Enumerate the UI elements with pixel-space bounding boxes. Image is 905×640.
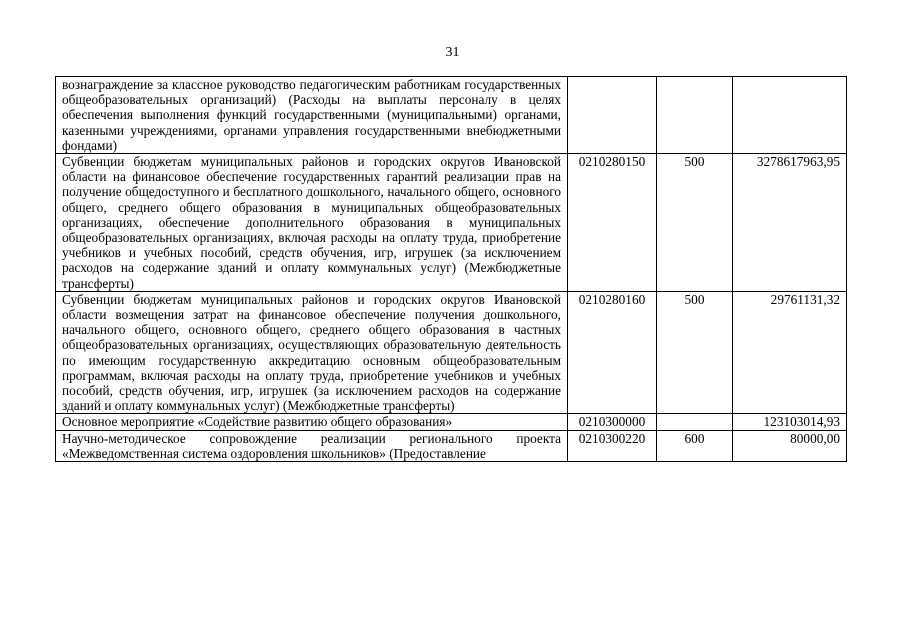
row-target-code: 0210280150 — [568, 154, 657, 292]
row-target-code — [568, 77, 657, 154]
row-description: Субвенции бюджетам муниципальных районов и городских округов Ивановской области возмещения затрат на финансовое обеспечение получения дошкольного, начального общего, основного общего, среднего общего образования в частных общеобразовательных организациях, осуществляющих образовательную деятельность по имеющим государственную аккредитацию основным общеобразовательным программам, включая расходы на оплату труда, приобретение учебников и учебных пособий, средств обучения, игр, игрушек (за исключением расходов на содержание зданий и оплату коммунальных услуг) (Межбюджетные трансферты) — [56, 291, 568, 414]
row-description: Основное мероприятие «Содействие развитию общего образования» — [56, 414, 568, 430]
row-expense-type — [657, 414, 733, 430]
row-amount: 80000,00 — [733, 430, 847, 461]
row-amount: 3278617963,95 — [733, 154, 847, 292]
row-expense-type: 500 — [657, 291, 733, 414]
budget-table — [55, 76, 847, 462]
row-description: Научно-методическое сопровождение реализации регионального проекта «Межведомственная система оздоровления школьников» (Предоставление — [56, 430, 568, 461]
row-target-code: 0210300220 — [568, 430, 657, 461]
table-row — [56, 154, 847, 292]
row-expense-type — [657, 77, 733, 154]
table-row — [56, 291, 847, 414]
row-amount — [733, 77, 847, 154]
row-target-code: 0210280160 — [568, 291, 657, 414]
row-amount: 29761131,32 — [733, 291, 847, 414]
row-description: вознаграждение за классное руководство педагогическим работникам государственных общеобразовательных организаций) (Расходы на выплаты персоналу в целях обеспечения выполнения функций государственными (муниципальными) органами, казенными учреждениями, органами управления государственными внебюджетными фондами) — [56, 77, 568, 154]
row-target-code: 0210300000 — [568, 414, 657, 430]
table-row — [56, 414, 847, 430]
row-expense-type: 500 — [657, 154, 733, 292]
row-expense-type: 600 — [657, 430, 733, 461]
row-amount: 123103014,93 — [733, 414, 847, 430]
table-row — [56, 77, 847, 154]
table-row — [56, 430, 847, 461]
page-number: 31 — [445, 45, 460, 60]
row-description: Субвенции бюджетам муниципальных районов и городских округов Ивановской области на финансовое обеспечение государственных гарантий реализации прав на получение общедоступного и бесплатного дошкольного, начального общего, основного общего, среднего общего образования в муниципальных общеобразовательных организациях, обеспечение дополнительного образования в муниципальных общеобразовательных организациях, включая расходы на оплату труда, приобретение учебников и учебных пособий, средств обучения, игр, игрушек (за исключением расходов на содержание зданий и оплату коммунальных услуг) (Межбюджетные трансферты) — [56, 154, 568, 292]
